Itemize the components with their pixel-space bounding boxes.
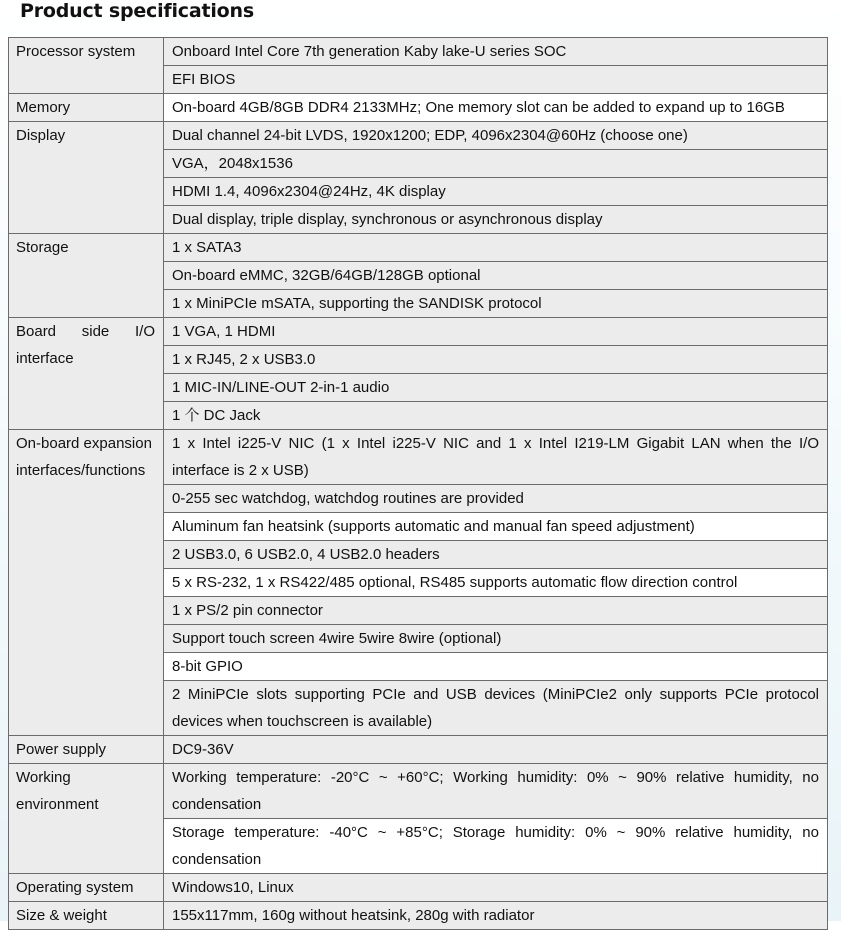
table-row	[9, 430, 828, 485]
table-cell: HDMI 1.4, 4096x2304@24Hz, 4K display	[164, 178, 828, 206]
table-row	[9, 38, 828, 66]
row-label-board-io: Board side I/O interface	[9, 318, 164, 430]
table-cell: 8-bit GPIO	[164, 653, 828, 681]
table-cell: 1 x PS/2 pin connector	[164, 597, 828, 625]
table-cell: Onboard Intel Core 7th generation Kaby lake-U series SOC	[164, 38, 828, 66]
table-cell: Dual display, triple display, synchronous or asynchronous display	[164, 206, 828, 234]
row-label-processor: Processor system	[9, 38, 164, 94]
table-cell: 0-255 sec watchdog, watchdog routines are provided	[164, 485, 828, 513]
table-cell: 1 VGA, 1 HDMI	[164, 318, 828, 346]
table-cell: Dual channel 24-bit LVDS, 1920x1200; EDP, 4096x2304@60Hz (choose one)	[164, 122, 828, 150]
table-cell: 5 x RS-232, 1 x RS422/485 optional, RS485 supports automatic flow direction control	[164, 569, 828, 597]
table-cell: 1 x Intel i225-V NIC (1 x Intel i225-V NIC and 1 x Intel I219-LM Gigabit LAN when the I/O interface is 2 x USB)	[164, 430, 828, 485]
row-label-size: Size & weight	[9, 902, 164, 930]
table-cell: EFI BIOS	[164, 66, 828, 94]
table-cell: 1 x MiniPCIe mSATA, supporting the SANDISK protocol	[164, 290, 828, 318]
table-cell: Storage temperature: -40°C ~ +85°C; Storage humidity: 0% ~ 90% relative humidity, no condensation	[164, 819, 828, 874]
row-label-memory: Memory	[9, 94, 164, 122]
table-cell: 1 x RJ45, 2 x USB3.0	[164, 346, 828, 374]
table-row	[9, 318, 828, 346]
spec-table	[8, 37, 828, 930]
row-label-power: Power supply	[9, 736, 164, 764]
table-row	[9, 94, 828, 122]
row-label-display: Display	[9, 122, 164, 234]
row-label-storage: Storage	[9, 234, 164, 318]
table-cell: Working temperature: -20°C ~ +60°C; Working humidity: 0% ~ 90% relative humidity, no condensation	[164, 764, 828, 819]
table-row	[9, 764, 828, 819]
table-cell: Windows10, Linux	[164, 874, 828, 902]
table-cell: 1 x SATA3	[164, 234, 828, 262]
table-row	[9, 234, 828, 262]
table-row	[9, 902, 828, 930]
table-cell: On-board 4GB/8GB DDR4 2133MHz; One memory slot can be added to expand up to 16GB	[164, 94, 828, 122]
table-row	[9, 874, 828, 902]
table-cell: 2 USB3.0, 6 USB2.0, 4 USB2.0 headers	[164, 541, 828, 569]
table-cell: Aluminum fan heatsink (supports automatic and manual fan speed adjustment)	[164, 513, 828, 541]
row-label-os: Operating system	[9, 874, 164, 902]
table-cell: 155x117mm, 160g without heatsink, 280g with radiator	[164, 902, 828, 930]
page-title: Product specifications	[20, 0, 254, 22]
row-label-onboard: On-board expansion interfaces/functions	[9, 430, 164, 736]
table-cell: 1 个 DC Jack	[164, 402, 828, 430]
table-cell: On-board eMMC, 32GB/64GB/128GB optional	[164, 262, 828, 290]
row-label-environment: Working environment	[9, 764, 164, 874]
table-cell: 1 MIC-IN/LINE-OUT 2-in-1 audio	[164, 374, 828, 402]
table-cell: VGA，2048x1536	[164, 150, 828, 178]
table-cell: DC9-36V	[164, 736, 828, 764]
table-cell: Support touch screen 4wire 5wire 8wire (optional)	[164, 625, 828, 653]
table-cell: 2 MiniPCIe slots supporting PCIe and USB devices (MiniPCIe2 only supports PCIe protocol devices when touchscreen is available)	[164, 681, 828, 736]
table-row	[9, 122, 828, 150]
table-row	[9, 736, 828, 764]
